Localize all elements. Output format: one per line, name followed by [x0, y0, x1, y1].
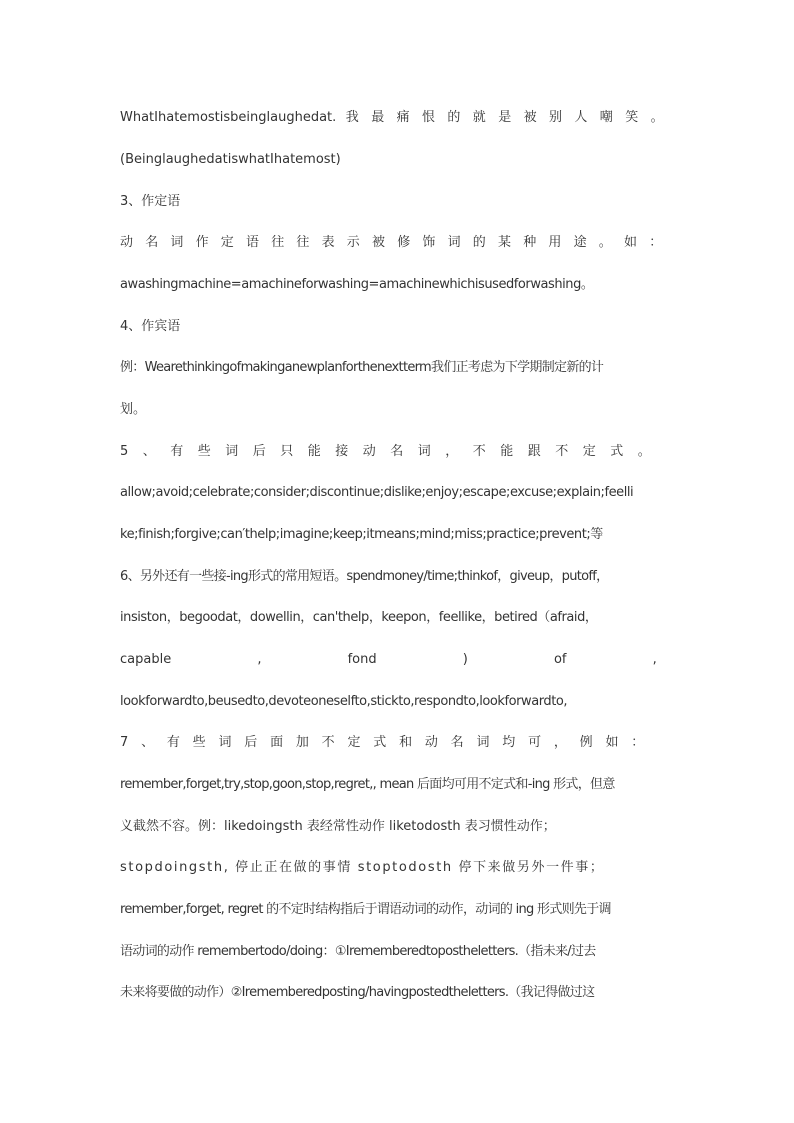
object-example-continued: 划。 [120, 402, 147, 417]
both-forms-line-5: 语动词的动作 remembertodo/doing：①Irememberedtopostheletters.（指未来/过去 [120, 944, 596, 959]
section-heading-object: 4、作宾语 [120, 319, 181, 334]
example-line [120, 108, 676, 128]
section-heading-both-forms: 7、有些词后面加不定式和动名词均可，例如： [120, 735, 658, 750]
gerund-verbs-line-2: ke;finish;forgive;can′thelp;imagine;keep;itmeans;mind;miss;practice;prevent;等 [120, 527, 603, 542]
both-forms-line-1: remember,forget,try,stop,goon,stop,regret,, mean 后面均可用不定式和-ing 形式，但意 [120, 777, 615, 792]
section-heading-gerund-only: 5、有些词后只能接动名词，不能跟不定式。 [120, 444, 666, 459]
gerund-verbs-line-1: allow;avoid;celebrate;consider;discontinue;dislike;enjoy;escape;excuse;explain;feelli [120, 485, 634, 500]
both-forms-line-3: stopdoingsth, 停止正在做的事情 stoptodosth 停下来做另外一件事； [120, 860, 605, 875]
phrases-line-1: insiston，begoodat，dowellin，can'thelp，keepon，feellike，betired（afraid， [120, 610, 598, 625]
example-paraphrase: (BeinglaughedatiswhatIhatemost) [120, 152, 341, 167]
attributive-example: awashingmachine=amachineforwashing=amachinewhichisusedforwashing。 [120, 277, 594, 292]
example-chinese: 我最痛恨的就是被别人嘲笑。 [345, 110, 676, 125]
both-forms-line-6: 未来将要做的动作）②Irememberedposting/havingpostedtheletters.（我记得做过这 [120, 985, 595, 1000]
section-heading-phrases: 6、另外还有一些接-ing形式的常用短语。spendmoney/time;thinkof，giveup，putoff， [120, 569, 609, 584]
attributive-description: 动名词作定语往往表示被修饰词的某种用途。如： [120, 235, 675, 250]
object-example: 例：Wearethinkingofmakinganewplanforthenextterm我们正考虑为下学期制定新的计 [120, 360, 604, 375]
example-english: WhatIhatemostisbeinglaughedat. [120, 110, 337, 125]
section-heading-attributive: 3、作定语 [120, 194, 181, 209]
phrases-line-2: capable , fond ) of , [120, 652, 657, 667]
both-forms-line-2: 义截然不容。例：likedoingsth 表经常性动作 liketodosth 表习惯性动作； [120, 819, 556, 834]
phrases-line-3: lookforwardto,beusedto,devoteoneselfto,stickto,respondto,lookforwardto, [120, 694, 568, 709]
both-forms-line-4: remember,forget, regret 的不定时结构指后于谓语动词的动作，动词的 ing 形式则先于调 [120, 902, 611, 917]
